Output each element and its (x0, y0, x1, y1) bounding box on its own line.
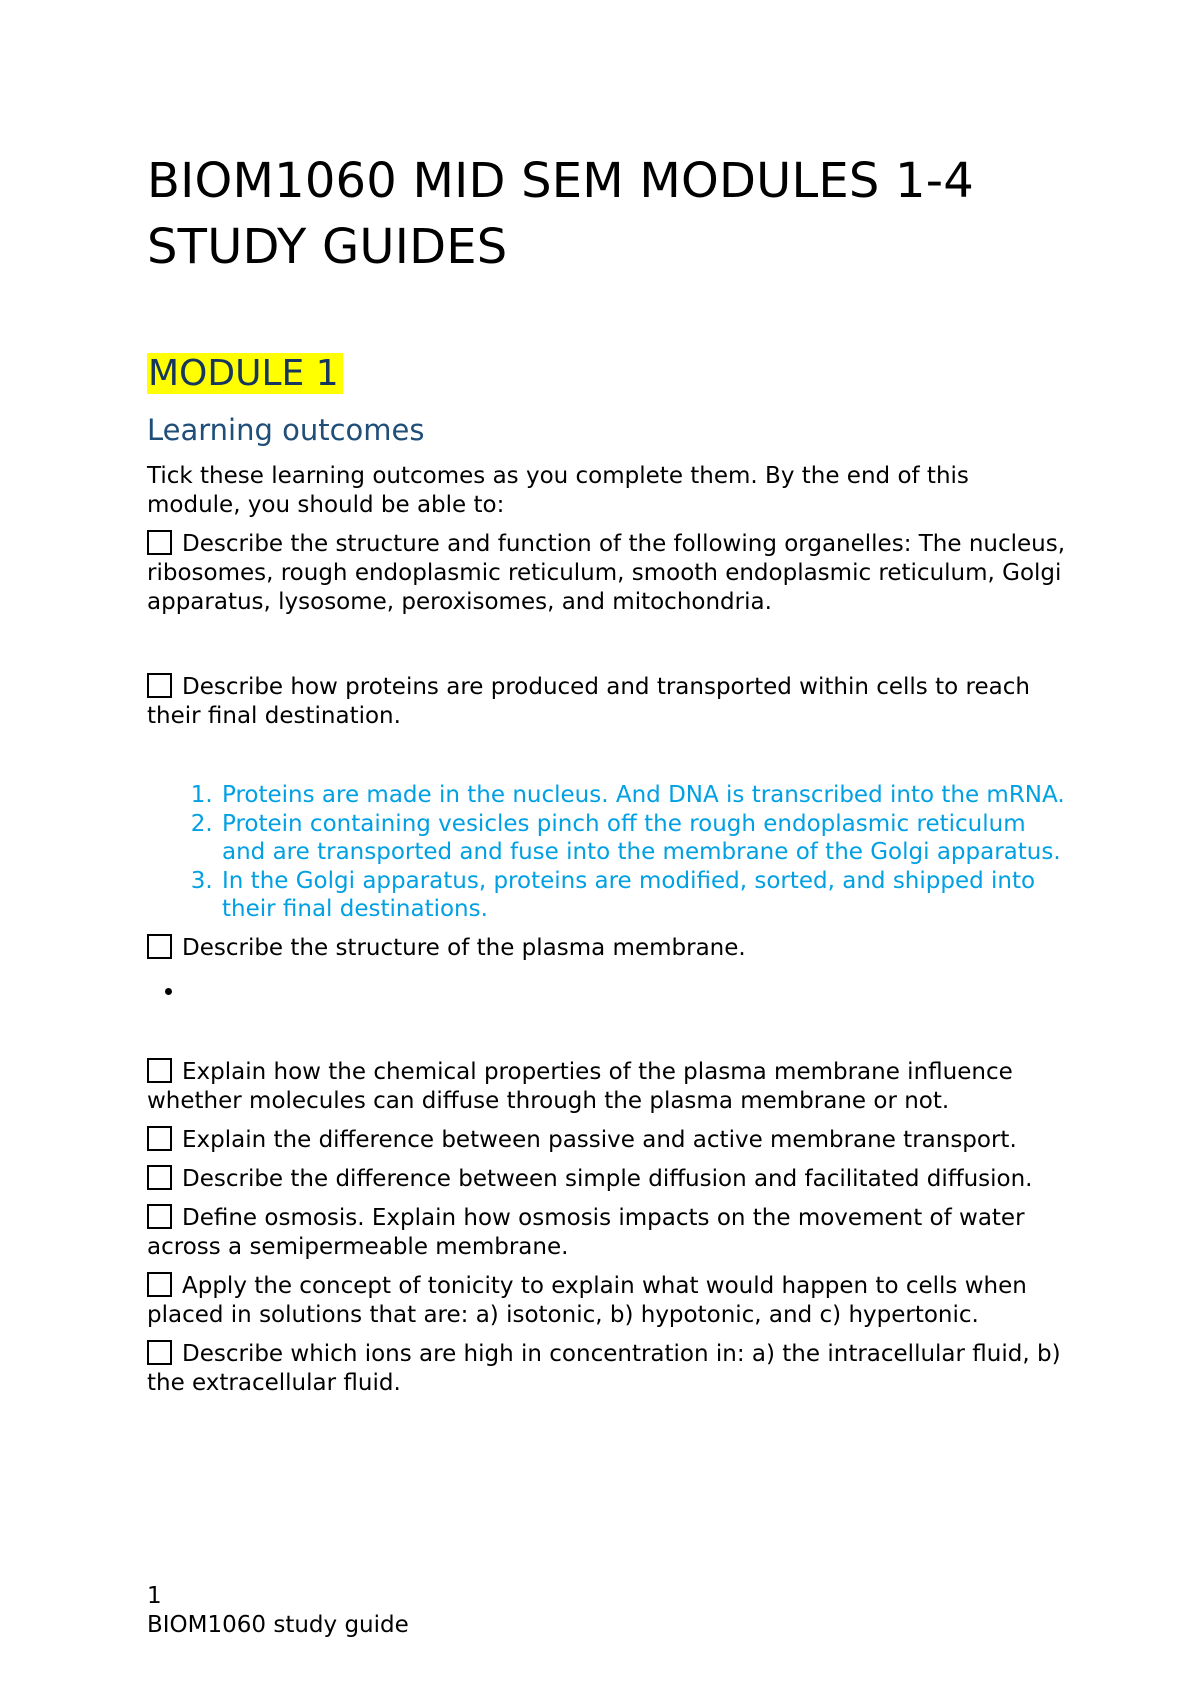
outcome-text: Describe which ions are high in concentration in: a) the intracellular fluid, b) the extracellular fluid. (147, 1340, 1061, 1396)
outcome-checkbox[interactable] (147, 1058, 172, 1083)
answer-item: 1. Proteins are made in the nucleus. And DNA is transcribed into the mRNA. (220, 781, 1067, 810)
module-heading-text: MODULE 1 (147, 353, 343, 394)
outcome-text: Describe how proteins are produced and transported within cells to reach their final destination. (147, 674, 1030, 729)
page-content (147, 148, 1067, 1398)
outcome-text: Explain the difference between passive and active membrane transport. (182, 1126, 1017, 1153)
outcome-text: Apply the concept of tonicity to explain what would happen to cells when placed in solutions that are: a) isotonic, b) hypotonic, and c) hypertonic. (147, 1272, 1027, 1328)
outcome-text: Describe the difference between simple diffusion and facilitated diffusion. (182, 1165, 1033, 1192)
outcome-item (147, 1126, 1067, 1155)
module-heading (147, 350, 1067, 398)
outcome-checkbox[interactable] (147, 673, 172, 698)
outcome-checkbox[interactable] (147, 1165, 172, 1190)
page-number: 1 (147, 1583, 162, 1609)
intro-paragraph: Tick these learning outcomes as you complete them. By the end of this module, you should be able to: (147, 463, 969, 518)
outcome-checkbox[interactable] (147, 1272, 172, 1297)
outcome-checkbox[interactable] (147, 1126, 172, 1151)
outcome-item (147, 673, 1067, 731)
empty-bullet (185, 977, 1067, 1006)
outcome-text: Define osmosis. Explain how osmosis impacts on the movement of water across a semipermeable membrane. (147, 1204, 1025, 1260)
outcome-text: Describe the structure of the plasma membrane. (182, 934, 746, 961)
protein-answers-list (147, 781, 1067, 924)
outcome-checkbox[interactable] (147, 530, 172, 555)
outcome-item (147, 1272, 1067, 1330)
footer-label: BIOM1060 study guide (147, 1612, 409, 1638)
outcome-text: Explain how the chemical properties of the plasma membrane influence whether molecules can diffuse through the plasma membrane or not. (147, 1058, 1013, 1114)
answer-item: 3. In the Golgi apparatus, proteins are modified, sorted, and shipped into their final destinations. (220, 867, 1067, 924)
outcome-item (147, 1204, 1067, 1262)
learning-outcomes-heading: Learning outcomes (147, 413, 425, 447)
outcome-checkbox[interactable] (147, 1204, 172, 1229)
outcome-item (147, 1165, 1067, 1194)
outcome-item (147, 530, 1067, 617)
answer-item: 2. Protein containing vesicles pinch off the rough endoplasmic reticulum and are transported and fuse into the membrane of the Golgi apparatus. (220, 810, 1067, 867)
outcome-checkbox[interactable] (147, 934, 172, 959)
document-title: BIOM1060 MID SEM MODULES 1-4 STUDY GUIDES (147, 153, 975, 275)
outcome-text: Describe the structure and function of the following organelles: The nucleus, ribosomes, rough endoplasmic reticulum, smooth endoplasmic reticulum, Golgi apparatus, lysosome, peroxisomes, and mitochondria. (147, 531, 1066, 615)
outcome-item (147, 1058, 1067, 1116)
empty-bullet-list (147, 977, 1067, 1006)
page-footer (147, 1582, 409, 1640)
outcome-item (147, 934, 1067, 963)
outcome-item (147, 1340, 1067, 1398)
outcome-checkbox[interactable] (147, 1340, 172, 1365)
